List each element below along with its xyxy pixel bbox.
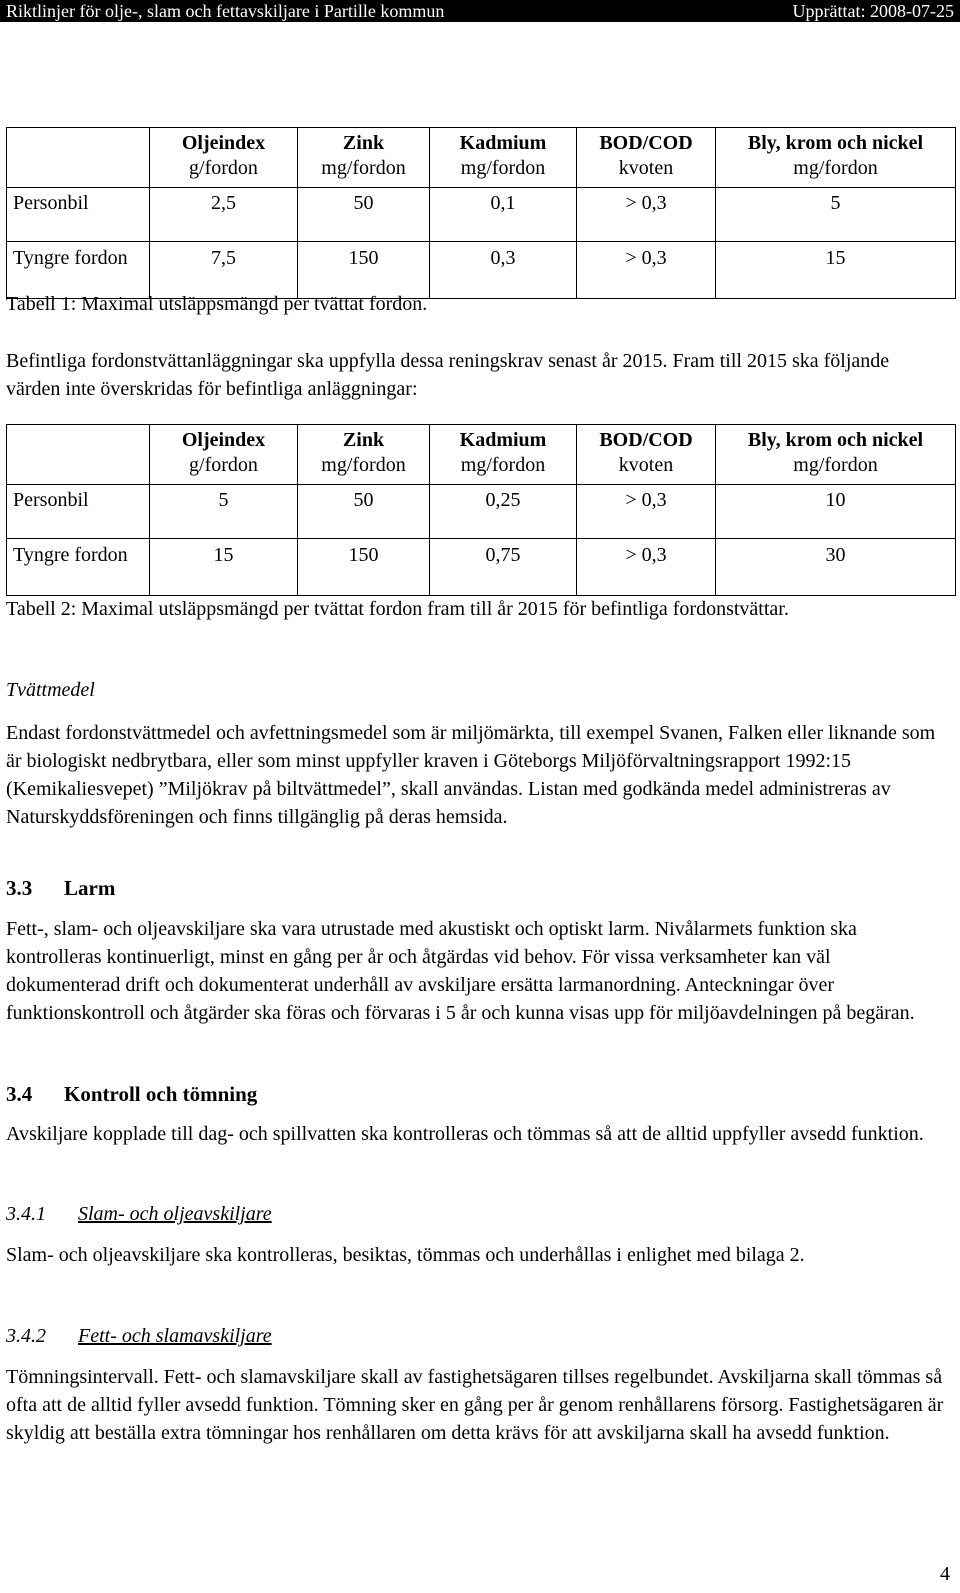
table-cell: > 0,3 — [577, 539, 716, 596]
subheading-tvattmedel: Tvättmedel — [6, 679, 95, 701]
section-heading-3-4-2 — [6, 1322, 946, 1350]
table-header-row — [7, 425, 956, 485]
table-cell: > 0,3 — [577, 485, 716, 539]
section-number: 3.4.1 — [6, 1203, 46, 1225]
table-cell: 0,3 — [430, 242, 577, 299]
paragraph: Endast fordonstvättmedel och avfettningsmedel som är miljömärkta, till exempel Svanen, Falken eller liknande som är biologiskt nedbrytbara, eller som minst uppfyller kraven i Göteborgs Miljöförvaltningsrapport 1992:15 (Kemikaliesvepet) ”Miljökrav på biltvättmedel”, skall användas. Listan med godkända medel administreras av Naturskyddsföreningen och finns tillgänglig på deras hemsida. — [6, 722, 936, 828]
table-row — [7, 485, 956, 539]
column-header: Kadmium mg/fordon — [430, 128, 577, 188]
section-heading-3-4-1 — [6, 1200, 946, 1228]
table-caption: Tabell 1: Maximal utsläppsmängd per tvättat fordon. — [6, 293, 428, 315]
table-cell: 10 — [716, 485, 956, 539]
row-label: Personbil — [7, 188, 150, 242]
table-cell: 150 — [298, 242, 430, 299]
table-cell: 0,25 — [430, 485, 577, 539]
table-row — [7, 539, 956, 596]
paragraph: Fett-, slam- och oljeavskiljare ska vara utrustade med akustiskt och optiskt larm. Nivålarmets funktion ska kontrolleras kontinuerligt, minst en gång per år och åtgärdas vid behov. För vissa verksamheter kan väl dokumenterad drift och dokumenterat underhåll av avskiljare ersätta larmanordning. Anteckningar över funktionskontroll och åtgärder ska föras och förvaras i 5 år och kunna visas upp för miljöavdelningen på begäran. — [6, 918, 915, 1024]
column-header: Bly, krom och nickel mg/fordon — [716, 128, 956, 188]
emission-table-1 — [6, 127, 955, 299]
table-cell: 0,1 — [430, 188, 577, 242]
column-header: Zink mg/fordon — [298, 425, 430, 485]
table-row — [7, 188, 956, 242]
section-title: Kontroll och tömning — [64, 1082, 258, 1106]
paragraph: Avskiljare kopplade till dag- och spillvatten ska kontrolleras och tömmas så att de alltid uppfyller avsedd funktion. — [6, 1123, 924, 1145]
paragraph: Slam- och oljeavskiljare ska kontrolleras, besiktas, tömmas och underhållas i enlighet med bilaga 2. — [6, 1244, 805, 1266]
paragraph: Befintliga fordonstvättanläggningar ska uppfylla dessa reningskrav senast år 2015. Fram till 2015 ska följande värden inte överskridas för befintliga anläggningar: — [6, 350, 890, 400]
row-label: Personbil — [7, 485, 150, 539]
table-cell: 5 — [150, 485, 298, 539]
table-cell: 5 — [716, 188, 956, 242]
section-heading-3-4 — [6, 1080, 946, 1108]
table-caption: Tabell 2: Maximal utsläppsmängd per tvättat fordon fram till år 2015 för befintliga fordonstvättar. — [6, 598, 789, 620]
paragraph: Tömningsintervall. Fett- och slamavskiljare skall av fastighetsägaren tillses regelbundet. Avskiljarna skall tömmas så ofta att de alltid fyller avsedd funktion. Tömning sker en gång per år genom renhållarens försorg. Fastighetsägaren är skyldig att beställa extra tömningar hos renhållaren om detta krävs för att avskiljarna skall ha avsedd funktion. — [6, 1366, 944, 1444]
emission-table-2 — [6, 424, 955, 596]
row-label: Tyngre fordon — [7, 242, 150, 299]
table-corner-cell — [7, 128, 150, 188]
column-header: Oljeindex g/fordon — [150, 128, 298, 188]
column-header: BOD/COD kvoten — [577, 425, 716, 485]
column-header: Zink mg/fordon — [298, 128, 430, 188]
table-cell: 15 — [716, 242, 956, 299]
table-cell: 7,5 — [150, 242, 298, 299]
column-header: Bly, krom och nickel mg/fordon — [716, 425, 956, 485]
table-header-row — [7, 128, 956, 188]
table-cell: > 0,3 — [577, 188, 716, 242]
page-header — [0, 0, 960, 22]
page-number: 4 — [940, 1563, 950, 1585]
section-heading-3-3 — [6, 874, 946, 902]
table-cell: 15 — [150, 539, 298, 596]
section-title: Larm — [64, 876, 116, 900]
table-corner-cell — [7, 425, 150, 485]
table-row — [7, 242, 956, 299]
table-cell: 0,75 — [430, 539, 577, 596]
table-cell: 50 — [298, 188, 430, 242]
section-title: Slam- och oljeavskiljare — [78, 1203, 272, 1225]
section-title: Fett- och slamavskiljare — [78, 1325, 272, 1347]
document-title: Riktlinjer för olje-, slam och fettavskiljare i Partille kommun — [6, 1, 445, 21]
table-cell: > 0,3 — [577, 242, 716, 299]
column-header: Kadmium mg/fordon — [430, 425, 577, 485]
table-cell: 150 — [298, 539, 430, 596]
table-cell: 2,5 — [150, 188, 298, 242]
section-number: 3.4 — [6, 1082, 33, 1106]
section-number: 3.3 — [6, 876, 33, 900]
row-label: Tyngre fordon — [7, 539, 150, 596]
table-cell: 30 — [716, 539, 956, 596]
section-number: 3.4.2 — [6, 1325, 46, 1347]
column-header: Oljeindex g/fordon — [150, 425, 298, 485]
table-cell: 50 — [298, 485, 430, 539]
document-date: Upprättat: 2008-07-25 — [792, 1, 954, 21]
column-header: BOD/COD kvoten — [577, 128, 716, 188]
